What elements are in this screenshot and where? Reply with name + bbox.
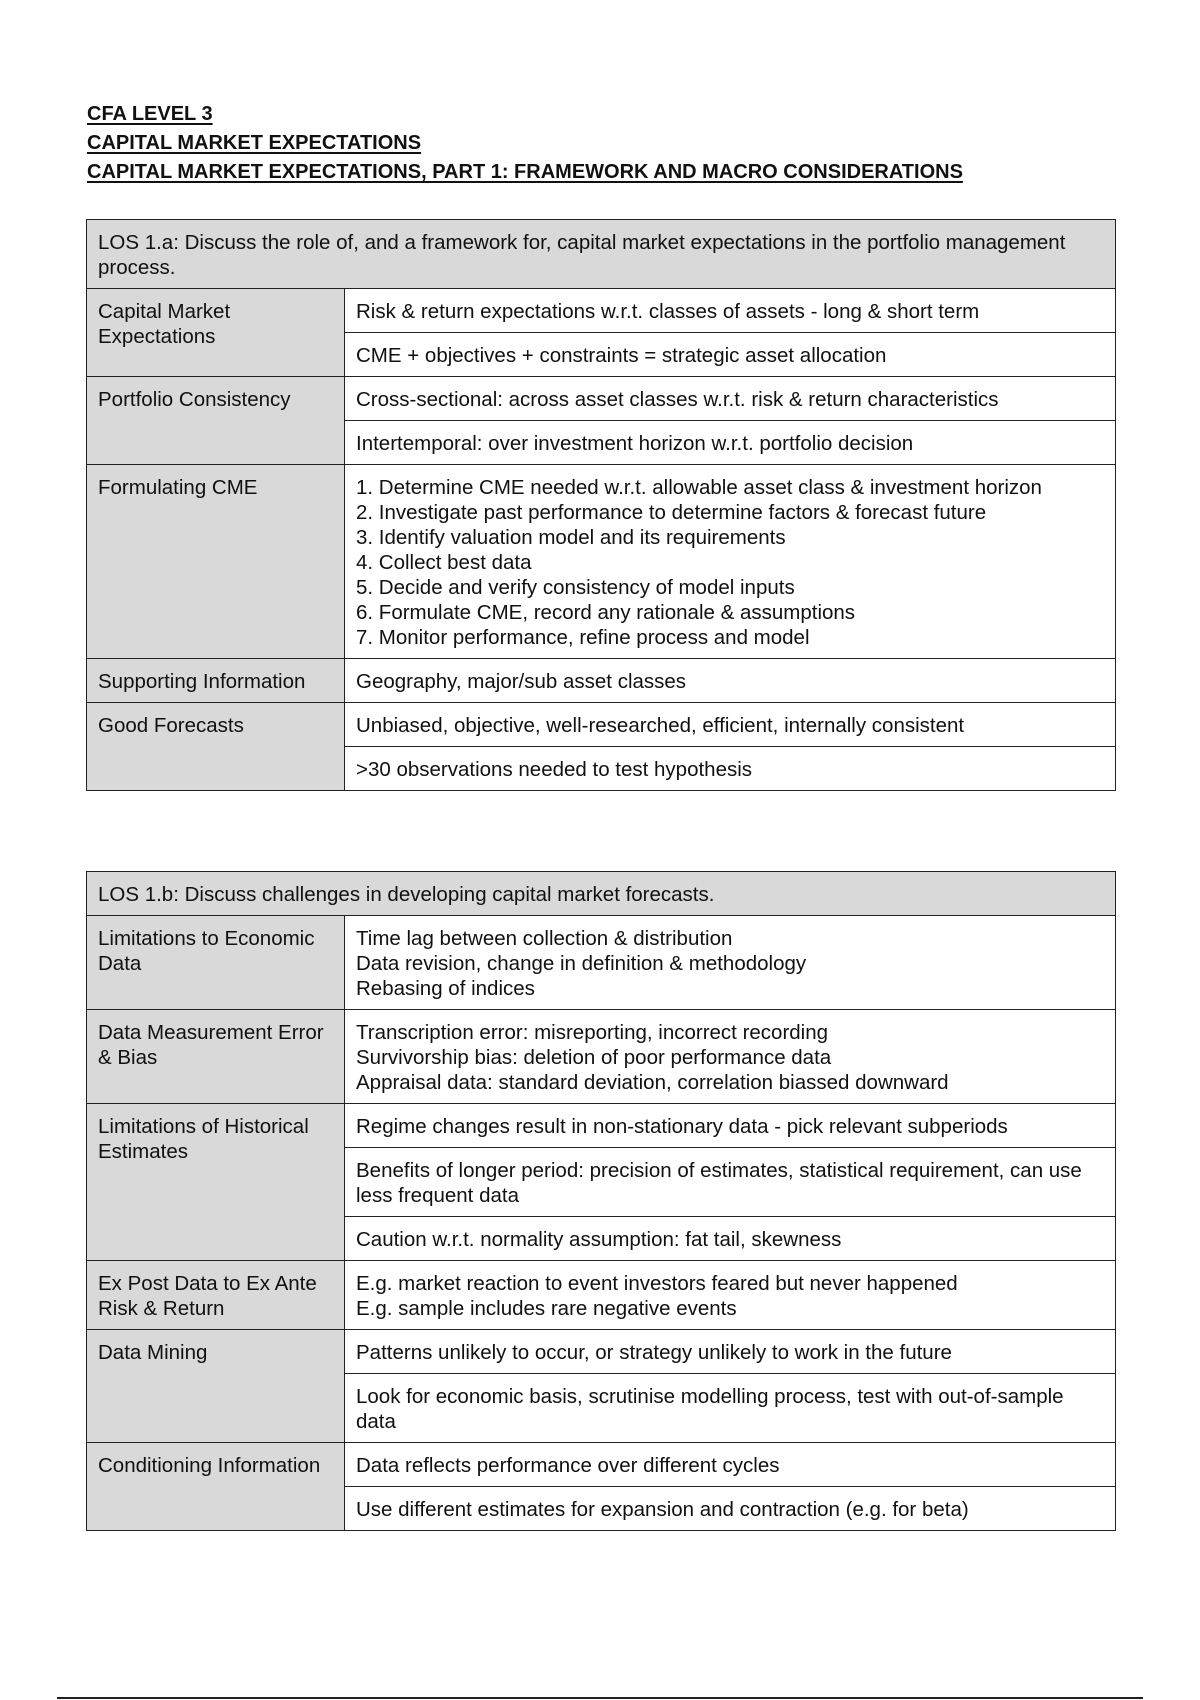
topic-cell: Conditioning Information <box>87 1443 345 1531</box>
list-item: 2. Investigate past performance to determine factors & forecast future <box>356 501 987 524</box>
list-item: 7. Monitor performance, refine process and model <box>356 626 810 649</box>
detail-cell <box>345 916 1116 1010</box>
detail-cell <box>345 1261 1116 1330</box>
list-item: Transcription error: misreporting, incorrect recording <box>356 1021 829 1044</box>
list-item: E.g. market reaction to event investors feared but never happened <box>356 1272 958 1295</box>
los-title-row <box>87 220 1116 289</box>
table-row <box>87 916 1116 1010</box>
detail-cell: Intertemporal: over investment horizon w.r.t. portfolio decision <box>345 421 1116 465</box>
table-row <box>87 1010 1116 1104</box>
los-1a-table <box>86 219 1116 791</box>
list-item: Rebasing of indices <box>356 977 535 1000</box>
table-row <box>87 289 1116 333</box>
table-row <box>87 1330 1116 1374</box>
los-title: LOS 1.a: Discuss the role of, and a framework for, capital market expectations in the portfolio management process. <box>87 220 1116 289</box>
detail-cell: Data reflects performance over different cycles <box>345 1443 1116 1487</box>
detail-cell: Patterns unlikely to occur, or strategy unlikely to work in the future <box>345 1330 1116 1374</box>
header-topic: CAPITAL MARKET EXPECTATIONS <box>87 132 422 154</box>
list-item: Data revision, change in definition & methodology <box>356 952 807 975</box>
los-title: LOS 1.b: Discuss challenges in developing capital market forecasts. <box>87 872 1116 916</box>
los-1b-table <box>86 871 1116 1531</box>
topic-cell: Data Mining <box>87 1330 345 1443</box>
detail-cell <box>345 1010 1116 1104</box>
footer-divider <box>57 1697 1143 1699</box>
topic-cell: Supporting Information <box>87 659 345 703</box>
los-title-row <box>87 872 1116 916</box>
detail-cell: Unbiased, objective, well-researched, efficient, internally consistent <box>345 703 1116 747</box>
topic-cell: Limitations of Historical Estimates <box>87 1104 345 1261</box>
table-row <box>87 703 1116 747</box>
table-row <box>87 659 1116 703</box>
table-row <box>87 1443 1116 1487</box>
detail-cell: Risk & return expectations w.r.t. classes of assets - long & short term <box>345 289 1116 333</box>
list-item: E.g. sample includes rare negative events <box>356 1297 737 1320</box>
list-item: 1. Determine CME needed w.r.t. allowable asset class & investment horizon <box>356 476 1042 499</box>
topic-cell: Portfolio Consistency <box>87 377 345 465</box>
detail-cell: Cross-sectional: across asset classes w.r.t. risk & return characteristics <box>345 377 1116 421</box>
detail-cell: CME + objectives + constraints = strategic asset allocation <box>345 333 1116 377</box>
topic-cell: Formulating CME <box>87 465 345 659</box>
document-header <box>87 100 1127 187</box>
list-item: Appraisal data: standard deviation, correlation biassed downward <box>356 1071 949 1094</box>
topic-cell: Data Measurement Error & Bias <box>87 1010 345 1104</box>
topic-cell: Ex Post Data to Ex Ante Risk & Return <box>87 1261 345 1330</box>
header-level: CFA LEVEL 3 <box>87 103 213 125</box>
topic-cell: Capital Market Expectations <box>87 289 345 377</box>
topic-cell: Limitations to Economic Data <box>87 916 345 1010</box>
list-item: 6. Formulate CME, record any rationale & assumptions <box>356 601 856 624</box>
list-item: 4. Collect best data <box>356 551 532 574</box>
topic-cell: Good Forecasts <box>87 703 345 791</box>
table-row <box>87 1261 1116 1330</box>
detail-cell: >30 observations needed to test hypothesis <box>345 747 1116 791</box>
detail-cell: Regime changes result in non-stationary data - pick relevant subperiods <box>345 1104 1116 1148</box>
detail-cell: Use different estimates for expansion and contraction (e.g. for beta) <box>345 1487 1116 1531</box>
detail-cell: Caution w.r.t. normality assumption: fat tail, skewness <box>345 1217 1116 1261</box>
detail-cell <box>345 465 1116 659</box>
table-row <box>87 465 1116 659</box>
list-item: 5. Decide and verify consistency of model inputs <box>356 576 795 599</box>
list-item: Time lag between collection & distribution <box>356 927 733 950</box>
list-item: Survivorship bias: deletion of poor performance data <box>356 1046 832 1069</box>
detail-cell: Look for economic basis, scrutinise modelling process, test with out-of-sample data <box>345 1374 1116 1443</box>
table-row <box>87 1104 1116 1148</box>
detail-cell: Geography, major/sub asset classes <box>345 659 1116 703</box>
header-reading: CAPITAL MARKET EXPECTATIONS, PART 1: FRAMEWORK AND MACRO CONSIDERATIONS <box>87 161 963 183</box>
detail-cell: Benefits of longer period: precision of estimates, statistical requirement, can use less frequent data <box>345 1148 1116 1217</box>
list-item: 3. Identify valuation model and its requirements <box>356 526 786 549</box>
table-row <box>87 377 1116 421</box>
